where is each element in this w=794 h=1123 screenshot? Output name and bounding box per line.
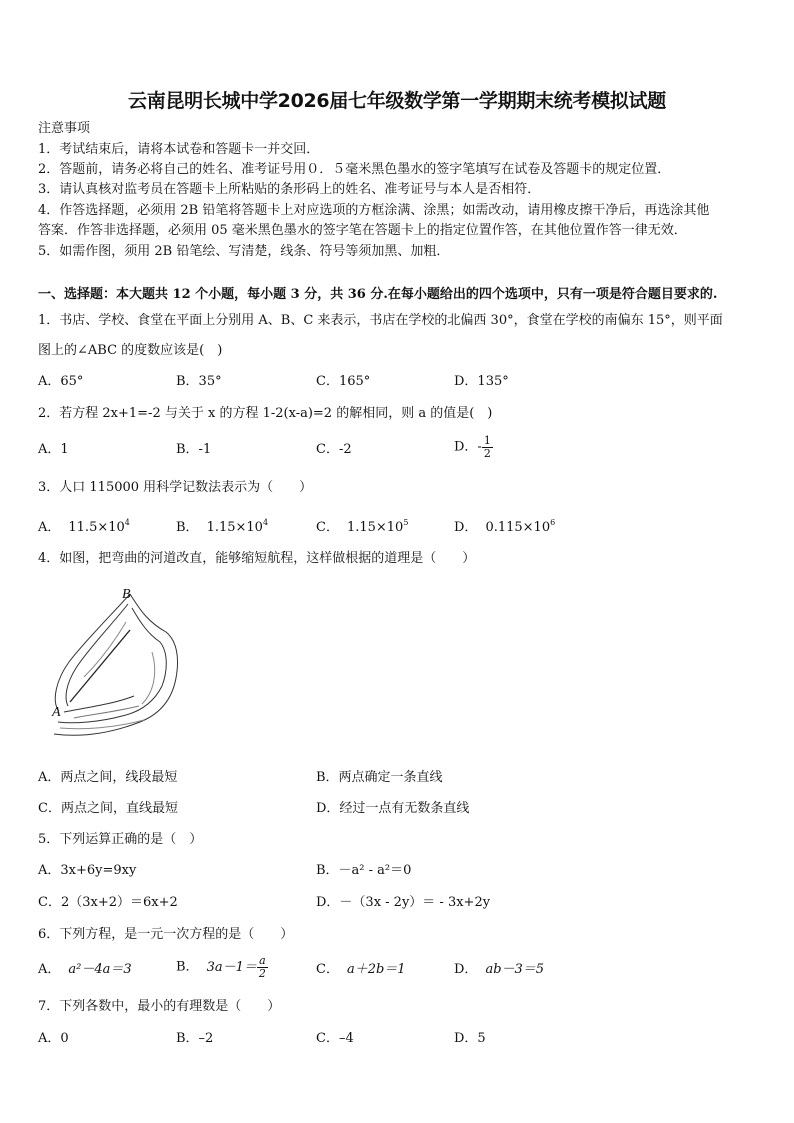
q7-option-a: A．0 xyxy=(38,1031,69,1046)
question-1-text-cont: 图上的∠ABC 的度数应该是( ) xyxy=(38,343,223,358)
option-expression: ab－3＝5 xyxy=(485,962,545,977)
q7-option-d: D．5 xyxy=(454,1031,486,1046)
q1-option-d: D．135° xyxy=(454,374,509,389)
question-1-text: 1．书店、学校、食堂在平面上分别用 A、B、C 来表示，书店在学校的北偏西 30°，食堂在学校的南偏东 15°，则平面 xyxy=(38,313,723,328)
river-figure xyxy=(44,582,184,752)
option-value: 11.5×10 xyxy=(68,520,125,535)
exponent: 5 xyxy=(403,518,409,527)
q6-option-c xyxy=(316,962,406,978)
option-label: D． xyxy=(454,520,478,535)
notice-heading: 注意事项 xyxy=(38,121,91,136)
option-expression: a²－4a＝3 xyxy=(68,962,132,977)
denominator: 2 xyxy=(258,967,266,980)
question-4-text: 4．如图，把弯曲的河道改直，能够缩短航程，这样做根据的道理是（ ） xyxy=(38,551,476,566)
option-expression: 3a－1＝ xyxy=(206,959,257,975)
q2-option-d xyxy=(454,435,493,460)
q7-option-b: B．–2 xyxy=(176,1031,214,1046)
q3-option-a xyxy=(38,515,130,536)
option-label: C． xyxy=(316,520,339,535)
q3-option-b xyxy=(176,515,268,536)
figure-label-b: B xyxy=(122,587,131,602)
notice-item: 1．考试结束后，请将本试卷和答题卡一并交回． xyxy=(38,142,320,157)
question-6-text: 6．下列方程，是一元一次方程的是（ ） xyxy=(38,927,294,942)
question-2-text: 2．若方程 2x+1=-2 与关于 x 的方程 1-2(x-a)=2 的解相同，则 a 的值是( ) xyxy=(38,406,493,421)
option-label: B． xyxy=(176,520,199,535)
q6-option-d xyxy=(454,962,544,978)
q5-option-d: D．－（3x - 2y）＝ - 3x+2y xyxy=(316,895,491,910)
exponent: 4 xyxy=(262,518,269,527)
q4-option-d: D．经过一点有无数条直线 xyxy=(316,801,470,816)
q3-option-d xyxy=(454,515,555,536)
numerator: a xyxy=(257,955,268,968)
q3-option-c xyxy=(316,515,408,536)
q6-option-b xyxy=(176,955,268,980)
question-5-text: 5．下列运算正确的是（ ） xyxy=(38,832,203,847)
q6-option-a xyxy=(38,962,132,978)
question-3-text: 3．人口 115000 用科学记数法表示为（ ） xyxy=(38,480,313,495)
q5-option-a: A．3x+6y=9xy xyxy=(38,863,137,878)
q5-option-c: C．2（3x+2）＝6x+2 xyxy=(38,895,178,910)
q4-option-c: C．两点之间，直线最短 xyxy=(38,801,178,816)
denominator: 2 xyxy=(483,447,491,460)
option-label: B． xyxy=(176,959,199,975)
figure-label-a: A xyxy=(52,705,61,720)
option-label: C． xyxy=(316,962,339,977)
fraction xyxy=(482,435,493,460)
notice-item: 4．作答选择题，必须用 2B 铅笔将答题卡上对应选项的方框涂满、涂黑；如需改动，请用橡皮擦干净后，再选涂其他 xyxy=(38,203,710,218)
notice-item: 答案．作答非选择题，必须用 05 毫米黑色墨水的签字笔在答题卡上的指定位置作答，在其他位置作答一律无效． xyxy=(38,223,687,238)
q7-option-c: C．–4 xyxy=(316,1031,354,1046)
option-label: A． xyxy=(38,520,61,535)
q4-option-a: A．两点之间，线段最短 xyxy=(38,770,178,785)
notice-item: 2．答题前，请务必将自己的姓名、准考证号用０．５毫米黑色墨水的签字笔填写在试卷及答题卡的规定位置． xyxy=(38,162,671,177)
q4-option-b: B．两点确定一条直线 xyxy=(316,770,443,785)
q1-option-b: B．35° xyxy=(176,374,222,389)
option-value: 0.115×10 xyxy=(485,520,551,535)
q1-option-a: A．65° xyxy=(38,374,84,389)
notice-item: 3．请认真核对监考员在答题卡上所粘贴的条形码上的姓名、准考证号与本人是否相符． xyxy=(38,182,541,197)
fraction xyxy=(257,955,268,980)
exponent: 6 xyxy=(550,518,556,527)
q5-option-b: B．－a² - a²＝0 xyxy=(316,863,412,878)
notice-item: 5．如需作图，须用 2B 铅笔绘、写清楚，线条、符号等须加黑、加粗． xyxy=(38,244,450,259)
q2-option-a: A．1 xyxy=(38,442,69,457)
option-value: 1.15×10 xyxy=(206,520,263,535)
q1-option-c: C．165° xyxy=(316,374,371,389)
q2-option-c: C．-2 xyxy=(316,442,352,457)
q2-option-d-prefix: D．- xyxy=(454,439,482,455)
numerator: 1 xyxy=(483,434,491,447)
option-label: A． xyxy=(38,962,61,977)
q2-option-b: B．-1 xyxy=(176,442,212,457)
page-title: 云南昆明长城中学2026届七年级数学第一学期期末统考模拟试题 xyxy=(128,90,666,112)
option-value: 1.15×10 xyxy=(346,520,404,535)
option-expression: a＋2b＝1 xyxy=(346,962,406,977)
option-label: D． xyxy=(454,962,478,977)
section-heading: 一、选择题：本大题共 12 个小题，每小题 3 分，共 36 分.在每小题给出的四个选项中，只有一项是符合题目要求的. xyxy=(38,287,718,302)
question-7-text: 7．下列各数中，最小的有理数是（ ） xyxy=(38,999,281,1014)
exponent: 4 xyxy=(124,518,130,527)
